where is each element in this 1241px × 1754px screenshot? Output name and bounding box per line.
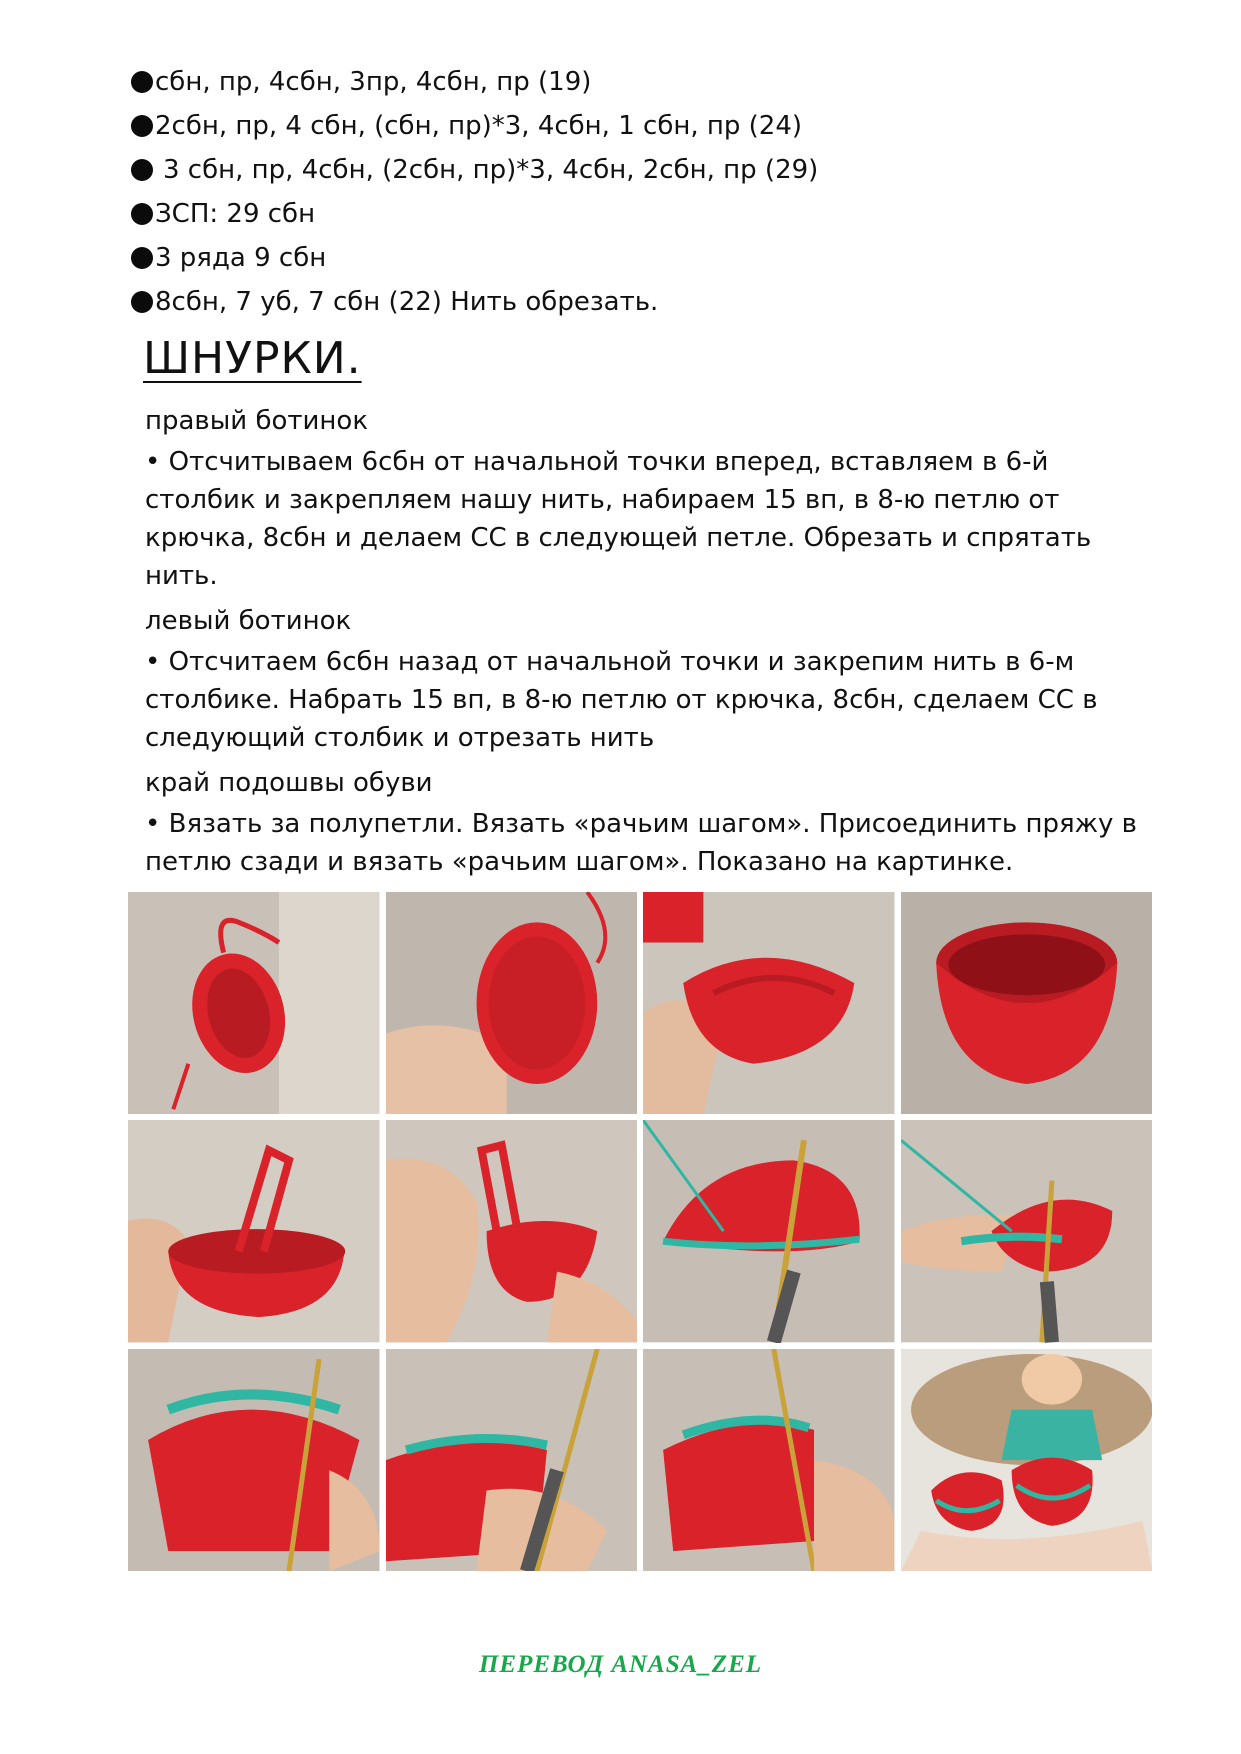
photo-step-12: [901, 1349, 1153, 1571]
photo-step-10: [386, 1349, 638, 1571]
row-text: сбн, пр, 4сбн, 3пр, 4сбн, пр (19): [155, 67, 592, 97]
row-text: 8сбн, 7 уб, 7 сбн (22) Нить обрезать.: [155, 287, 659, 317]
photo-step-4: [901, 892, 1153, 1114]
right-shoe-heading: правый ботинок: [145, 406, 369, 436]
translator-credit: ПЕРЕВОД ANASA_ZEL: [478, 1651, 763, 1678]
photo-step-7: [643, 1120, 895, 1342]
right-shoe-text: • Отсчитываем 6сбн от начальной точки вперед, вставляем в 6-й столбик и закрепляем нашу нить, набираем 15 вп, в 8-ю петлю от крючка, 8сбн и делаем СС в следующей петле. Обрезать и спрятать нить.: [145, 447, 1092, 591]
photo-step-9: [128, 1349, 380, 1571]
bullet-icon: [131, 71, 153, 93]
pattern-rows: [131, 60, 1131, 324]
row-text: 3 сбн, пр, 4сбн, (2сбн, пр)*3, 4сбн, 2сбн, пр (29): [163, 155, 819, 185]
photo-step-5: [128, 1120, 380, 1342]
photo-step-2: [386, 892, 638, 1114]
bullet-icon: [131, 291, 153, 313]
left-shoe-heading: левый ботинок: [145, 606, 352, 636]
photo-step-11: [643, 1349, 895, 1571]
photo-gallery: [128, 892, 1152, 1571]
list-item: [131, 236, 1131, 280]
list-item: [131, 280, 1131, 324]
row-text: 2сбн, пр, 4 сбн, (сбн, пр)*3, 4сбн, 1 сбн, пр (24): [155, 111, 803, 141]
sole-edge-heading: край подошвы обуви: [145, 768, 433, 798]
photo-step-1: [128, 892, 380, 1114]
section-title: ШНУРКИ.: [143, 333, 362, 384]
bullet-icon: [131, 203, 153, 225]
photo-step-8: [901, 1120, 1153, 1342]
left-shoe-text: • Отсчитаем 6сбн назад от начальной точки и закрепим нить в 6-м столбике. Набрать 15 вп, в 8-ю петлю от крючка, 8сбн, сделаем СС в следующий столбик и отрезать нить: [145, 647, 1098, 753]
photo-step-6: [386, 1120, 638, 1342]
bullet-icon: [131, 159, 153, 181]
list-item: [131, 60, 1131, 104]
list-item: [131, 192, 1131, 236]
row-text: 3 ряда 9 сбн: [155, 243, 327, 273]
row-text: ЗСП: 29 сбн: [155, 199, 316, 229]
bullet-icon: [131, 247, 153, 269]
list-item: [131, 148, 1131, 192]
photo-step-3: [643, 892, 895, 1114]
list-item: [131, 104, 1131, 148]
sole-edge-text: • Вязать за полупетли. Вязать «рачьим шагом». Присоединить пряжу в петлю сзади и вязать «рачьим шагом». Показано на картинке.: [145, 809, 1137, 877]
bullet-icon: [131, 115, 153, 137]
